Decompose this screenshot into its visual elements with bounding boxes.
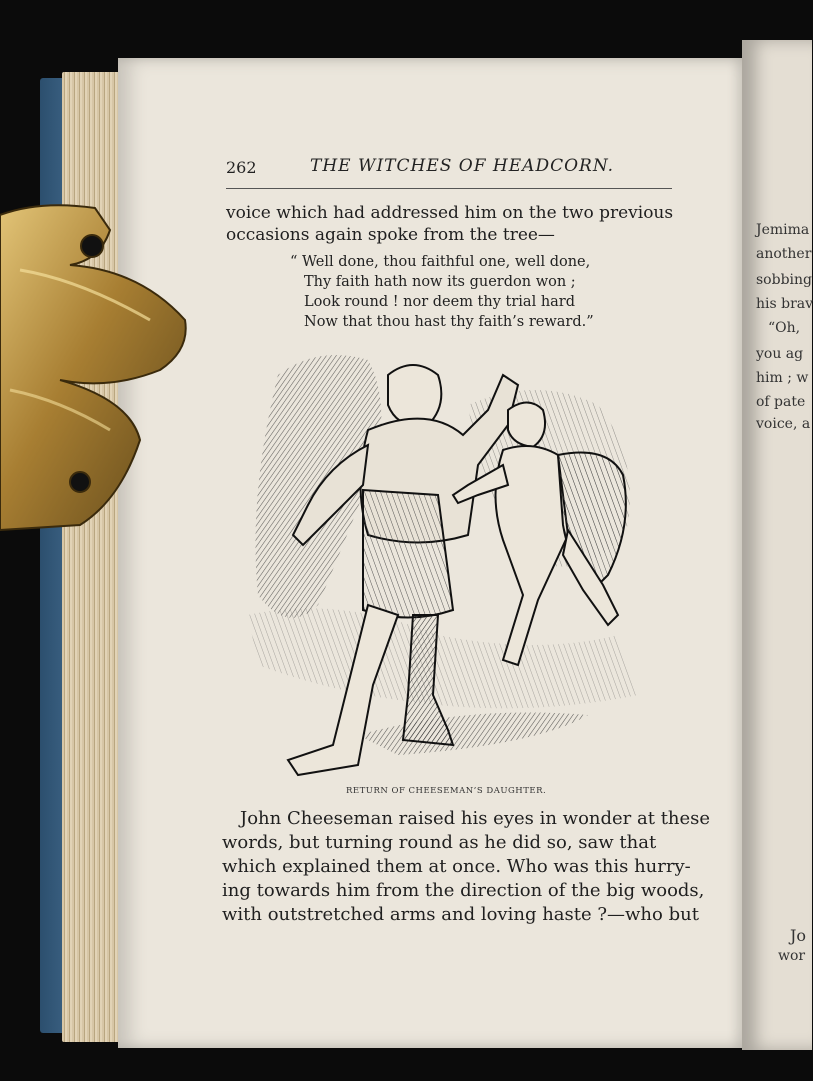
text-line: with outstretched arms and loving haste ?—who but xyxy=(222,904,699,925)
text-line: occasions again spoke from the tree— xyxy=(226,225,555,245)
right-page-text: him ; w xyxy=(756,370,809,386)
right-page-text: “Oh, xyxy=(768,320,801,336)
running-head xyxy=(226,156,672,186)
text-line: words, but turning round as he did so, saw that xyxy=(222,832,657,853)
right-page-text: his brav xyxy=(756,296,813,312)
poem-line: Look round ! nor deem thy trial hard xyxy=(304,294,576,310)
engraving-illustration xyxy=(238,335,658,785)
poem-stanza xyxy=(290,252,594,332)
text-line: which explained them at once. Who was this hurry- xyxy=(222,856,691,877)
text-line: ing towards him from the direction of the big woods, xyxy=(222,880,705,901)
brass-book-clasp xyxy=(0,200,190,530)
right-page-text: another xyxy=(756,246,812,262)
poem-line: “ Well done, thou faithful one, well done, xyxy=(290,254,591,270)
poem-line: Now that thou hast thy faith’s reward.” xyxy=(304,314,594,330)
right-page-text: of pate xyxy=(756,394,806,410)
page-number: 262 xyxy=(226,158,257,177)
right-page xyxy=(742,40,812,1050)
header-rule xyxy=(226,188,672,189)
right-page-text: Jo xyxy=(790,926,807,945)
right-page-text: you ag xyxy=(756,346,804,362)
running-title: THE WITCHES OF HEADCORN. xyxy=(310,156,615,176)
text-line: voice which had addressed him on the two previous xyxy=(226,203,674,223)
right-page-text: sobbing xyxy=(756,272,812,288)
text-line: John Cheeseman raised his eyes in wonder at these xyxy=(240,808,711,829)
right-page-text: wor xyxy=(778,948,806,964)
poem-line: Thy faith hath now its guerdon won ; xyxy=(304,274,576,290)
right-page-text: Jemima xyxy=(756,222,810,238)
right-page-text: voice, a xyxy=(756,416,811,432)
illustration-caption: RETURN OF CHEESEMAN’S DAUGHTER. xyxy=(346,786,547,796)
